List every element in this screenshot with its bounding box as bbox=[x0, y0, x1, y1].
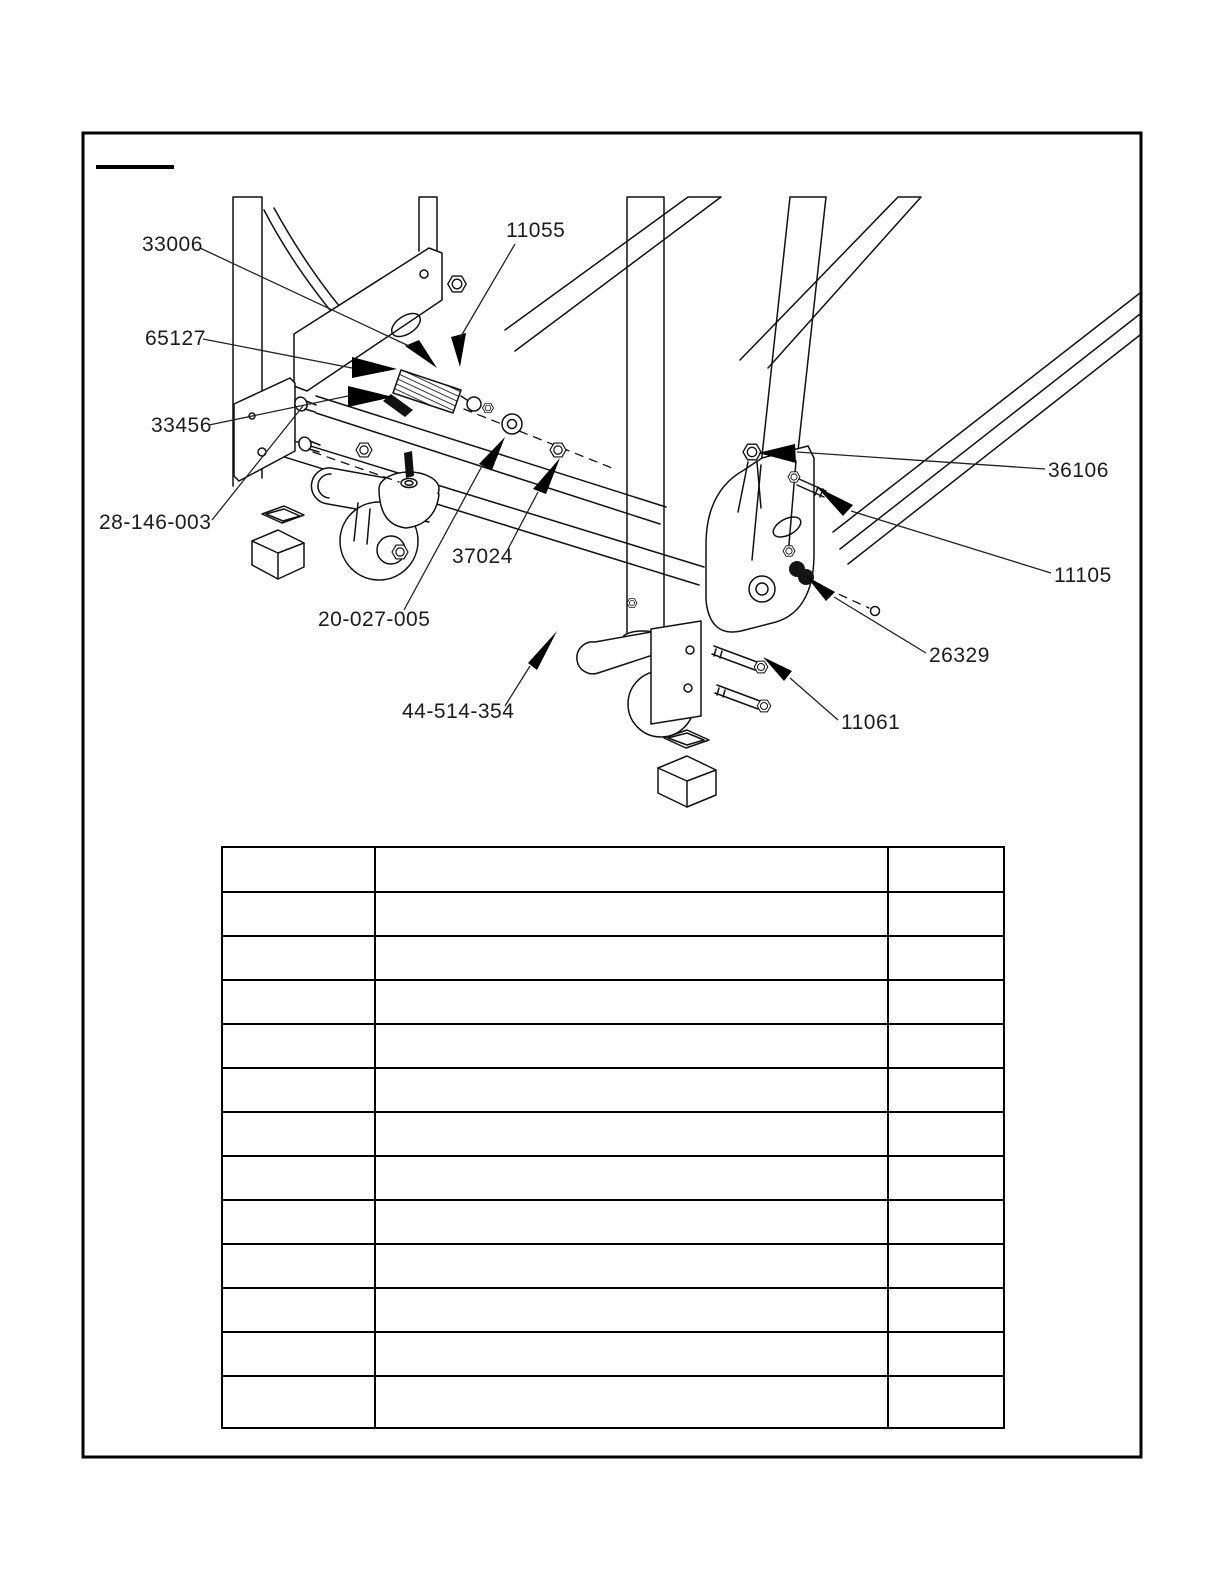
carriage-bolts bbox=[293, 395, 320, 452]
table-cell bbox=[888, 1024, 1004, 1068]
table-cell bbox=[888, 847, 1004, 892]
table-row bbox=[222, 1288, 1004, 1332]
part-label: 11105 bbox=[1054, 564, 1112, 587]
arrow-11105 bbox=[817, 487, 853, 516]
arrow-44-514-354 bbox=[528, 631, 557, 670]
arrow-26329 bbox=[806, 576, 835, 601]
part-label: 11055 bbox=[506, 219, 566, 242]
table-cell bbox=[222, 892, 375, 936]
table-cell bbox=[375, 1068, 888, 1112]
part-label: 36106 bbox=[1048, 459, 1109, 482]
table-cell bbox=[222, 1200, 375, 1244]
parts-table bbox=[221, 846, 1005, 1429]
table-cell bbox=[375, 980, 888, 1024]
part-label: 28-146-003 bbox=[99, 511, 212, 534]
table-cell bbox=[888, 1244, 1004, 1288]
table-cell bbox=[375, 1156, 888, 1200]
table-cell bbox=[375, 847, 888, 892]
table-cell bbox=[888, 1332, 1004, 1376]
table-cell bbox=[375, 936, 888, 980]
table-cell bbox=[375, 1244, 888, 1288]
part-label: 26329 bbox=[929, 644, 990, 667]
table-cell bbox=[222, 1376, 375, 1428]
machine-line-art bbox=[233, 197, 1140, 807]
left-bracket-plate bbox=[234, 378, 320, 481]
arrow-65127 bbox=[352, 357, 397, 378]
table-cell bbox=[375, 1200, 888, 1244]
table-cell bbox=[375, 1332, 888, 1376]
table-cell bbox=[222, 1332, 375, 1376]
table-cell bbox=[375, 1112, 888, 1156]
table-cell bbox=[375, 1376, 888, 1428]
table-row bbox=[222, 980, 1004, 1024]
pedal-lever bbox=[577, 630, 662, 674]
caster-plate bbox=[651, 621, 701, 724]
right-foot bbox=[658, 730, 716, 807]
arrow-33456 bbox=[348, 386, 393, 407]
table-cell bbox=[222, 1024, 375, 1068]
table-cell bbox=[888, 1112, 1004, 1156]
part-label: 33456 bbox=[151, 414, 212, 437]
arrow-11055 bbox=[451, 333, 466, 367]
table-row bbox=[222, 1068, 1004, 1112]
table-cell bbox=[222, 1244, 375, 1288]
table-row bbox=[222, 1156, 1004, 1200]
table-cell bbox=[375, 892, 888, 936]
table-row bbox=[222, 1332, 1004, 1376]
part-label: 33006 bbox=[142, 233, 203, 256]
table-cell bbox=[888, 1156, 1004, 1200]
table-row bbox=[222, 847, 1004, 892]
table-cell bbox=[222, 1156, 375, 1200]
table-row bbox=[222, 892, 1004, 936]
table-cell bbox=[222, 1288, 375, 1332]
table-row bbox=[222, 1200, 1004, 1244]
table-row bbox=[222, 936, 1004, 980]
table-cell bbox=[375, 1288, 888, 1332]
retaining-ring bbox=[871, 607, 880, 616]
part-label: 65127 bbox=[145, 327, 206, 350]
table-cell bbox=[888, 1376, 1004, 1428]
table-cell bbox=[222, 1112, 375, 1156]
part-label: 44-514-354 bbox=[402, 700, 515, 723]
table-row bbox=[222, 1376, 1004, 1428]
table-row bbox=[222, 1244, 1004, 1288]
table-cell bbox=[222, 1068, 375, 1112]
table-cell bbox=[888, 1200, 1004, 1244]
part-label: 11061 bbox=[841, 711, 901, 734]
table-cell bbox=[375, 1024, 888, 1068]
arrow-33006 bbox=[405, 340, 437, 368]
table-cell bbox=[888, 936, 1004, 980]
arrow-37024 bbox=[533, 458, 560, 494]
table-row bbox=[222, 1024, 1004, 1068]
table-cell bbox=[222, 847, 375, 892]
table-cell bbox=[888, 1288, 1004, 1332]
part-label: 37024 bbox=[452, 545, 513, 568]
left-foot bbox=[252, 506, 304, 579]
table-cell bbox=[222, 980, 375, 1024]
table-cell bbox=[888, 980, 1004, 1024]
table-cell bbox=[888, 1068, 1004, 1112]
table-cell bbox=[222, 936, 375, 980]
table-cell bbox=[888, 892, 1004, 936]
table-row bbox=[222, 1112, 1004, 1156]
frame-beams bbox=[233, 197, 1140, 648]
arrow-20-027-005 bbox=[479, 437, 505, 470]
part-label: 20-027-005 bbox=[318, 608, 431, 631]
arrow-11061 bbox=[763, 657, 792, 681]
